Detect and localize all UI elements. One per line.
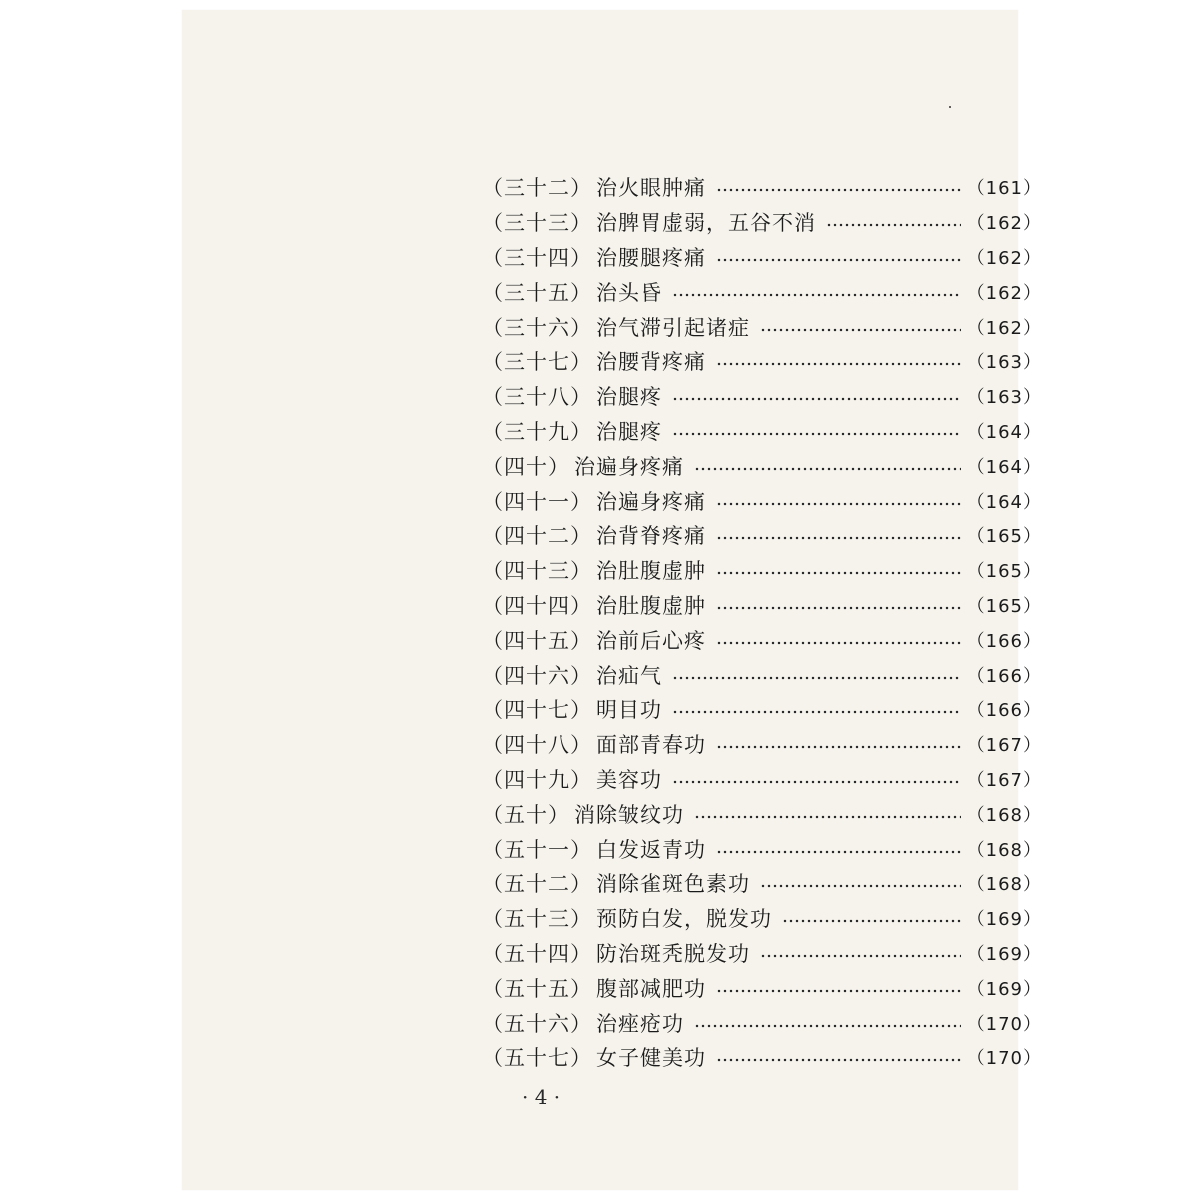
toc-entry-title: 治背脊疼痛 — [596, 524, 706, 549]
toc-entry — [482, 483, 1042, 518]
toc-entry — [482, 970, 1042, 1005]
toc-entry-title: 治痤疮功 — [596, 1011, 684, 1036]
dot-leader — [672, 676, 961, 680]
toc-entry — [482, 414, 1042, 449]
dot-leader — [826, 223, 961, 227]
toc-entry-title: 治腰腿疼痛 — [596, 245, 706, 270]
toc-entry-number: （四十六） — [482, 663, 592, 688]
toc-entry-title: 治遍身疼痛 — [596, 489, 706, 514]
toc-entry — [482, 518, 1042, 553]
toc-entry-number: （三十三） — [482, 211, 592, 236]
toc-entry — [482, 1040, 1042, 1075]
toc-entry-page: （163） — [966, 387, 1042, 409]
table-of-contents — [482, 170, 1042, 1075]
toc-entry-page: （164） — [966, 491, 1042, 513]
toc-entry-page: （162） — [966, 247, 1042, 269]
dot-leader — [716, 1058, 961, 1062]
toc-entry-title: 治气滞引起诸症 — [596, 315, 750, 340]
toc-entry-number: （三十八） — [482, 385, 592, 410]
toc-entry-number: （三十五） — [482, 280, 592, 305]
dot-leader — [716, 641, 961, 645]
toc-entry — [482, 588, 1042, 623]
toc-entry-page: （165） — [966, 561, 1042, 583]
dot-leader — [672, 432, 961, 436]
toc-entry — [482, 379, 1042, 414]
dot-leader — [694, 467, 961, 471]
toc-entry-page: （167） — [966, 735, 1042, 757]
toc-entry-title: 预防白发，脱发功 — [596, 907, 772, 932]
toc-entry-title: 治头昏 — [596, 280, 662, 305]
toc-entry-number: （五十） — [482, 802, 570, 827]
toc-entry-page: （166） — [966, 665, 1042, 687]
toc-entry-title: 腹部减肥功 — [596, 976, 706, 1001]
toc-entry — [482, 727, 1042, 762]
toc-entry-title: 治腰背疼痛 — [596, 350, 706, 375]
dot-leader — [782, 919, 961, 923]
toc-entry-page: （170） — [966, 1013, 1042, 1035]
toc-entry-page: （169） — [966, 943, 1042, 965]
toc-entry-page: （168） — [966, 874, 1042, 896]
toc-entry-title: 治腿疼 — [596, 419, 662, 444]
toc-entry-number: （五十七） — [482, 1046, 592, 1071]
toc-entry-title: 防治斑秃脱发功 — [596, 941, 750, 966]
toc-entry-page: （168） — [966, 839, 1042, 861]
toc-entry — [482, 553, 1042, 588]
dot-leader — [716, 989, 961, 993]
toc-entry — [482, 901, 1042, 936]
dot-leader — [716, 502, 961, 506]
toc-entry-page: （162） — [966, 213, 1042, 235]
toc-entry-number: （五十五） — [482, 976, 592, 1001]
dot-leader — [672, 780, 961, 784]
toc-entry-number: （三十六） — [482, 315, 592, 340]
toc-entry — [482, 692, 1042, 727]
toc-entry-page: （166） — [966, 630, 1042, 652]
toc-entry-page: （169） — [966, 909, 1042, 931]
toc-entry-number: （三十九） — [482, 419, 592, 444]
dot-leader — [672, 397, 961, 401]
toc-entry-title: 治遍身疼痛 — [574, 454, 684, 479]
toc-entry-title: 女子健美功 — [596, 1046, 706, 1071]
toc-entry — [482, 936, 1042, 971]
toc-entry-number: （四十五） — [482, 628, 592, 653]
toc-entry-page: （170） — [966, 1048, 1042, 1070]
toc-entry-title: 治脾胃虚弱，五谷不消 — [596, 211, 816, 236]
toc-entry-title: 美容功 — [596, 767, 662, 792]
dot-leader — [716, 850, 961, 854]
dot-leader — [716, 258, 961, 262]
book-page — [182, 10, 1042, 1190]
toc-entry-number: （五十四） — [482, 941, 592, 966]
toc-entry — [482, 1005, 1042, 1040]
toc-entry — [482, 657, 1042, 692]
toc-entry — [482, 344, 1042, 379]
toc-entry-number: （五十二） — [482, 872, 592, 897]
toc-entry — [482, 866, 1042, 901]
toc-entry — [482, 796, 1042, 831]
toc-entry-page: （164） — [966, 421, 1042, 443]
toc-entry-title: 治疝气 — [596, 663, 662, 688]
toc-entry-title: 治火眼肿痛 — [596, 176, 706, 201]
toc-entry-title: 治肚腹虚肿 — [596, 593, 706, 618]
toc-entry-title: 治腿疼 — [596, 385, 662, 410]
toc-entry-number: （四十九） — [482, 767, 592, 792]
dot-leader — [760, 884, 961, 888]
toc-entry-page: （162） — [966, 282, 1042, 304]
toc-entry-title: 明目功 — [596, 698, 662, 723]
toc-entry-number: （三十二） — [482, 176, 592, 201]
toc-entry-page: （161） — [966, 178, 1042, 200]
toc-entry — [482, 240, 1042, 275]
toc-entry-page: （164） — [966, 456, 1042, 478]
dot-leader — [716, 188, 961, 192]
toc-entry — [482, 205, 1042, 240]
toc-entry — [482, 274, 1042, 309]
toc-entry-title: 白发返青功 — [596, 837, 706, 862]
toc-entry — [482, 170, 1042, 205]
toc-entry-number: （五十六） — [482, 1011, 592, 1036]
page-speck — [949, 106, 951, 108]
page-folio: · 4 · — [522, 1085, 561, 1109]
toc-entry — [482, 762, 1042, 797]
toc-entry-page: （165） — [966, 526, 1042, 548]
toc-entry-title: 消除皱纹功 — [574, 802, 684, 827]
toc-entry-page: （169） — [966, 978, 1042, 1000]
toc-entry-number: （五十一） — [482, 837, 592, 862]
toc-entry-number: （三十七） — [482, 350, 592, 375]
toc-entry-number: （四十二） — [482, 524, 592, 549]
toc-entry-number: （四十） — [482, 454, 570, 479]
dot-leader — [760, 954, 961, 958]
toc-entry-number: （四十一） — [482, 489, 592, 514]
toc-entry-title: 治前后心疼 — [596, 628, 706, 653]
toc-entry-number: （三十四） — [482, 245, 592, 270]
dot-leader — [716, 745, 961, 749]
toc-entry — [482, 831, 1042, 866]
toc-entry-number: （五十三） — [482, 907, 592, 932]
toc-entry-title: 面部青春功 — [596, 733, 706, 758]
dot-leader — [716, 571, 961, 575]
dot-leader — [672, 710, 961, 714]
toc-entry-page: （167） — [966, 769, 1042, 791]
toc-entry-page: （166） — [966, 700, 1042, 722]
toc-entry — [482, 309, 1042, 344]
toc-entry-page: （163） — [966, 352, 1042, 374]
dot-leader — [694, 1024, 961, 1028]
toc-entry-number: （四十八） — [482, 733, 592, 758]
toc-entry-page: （168） — [966, 804, 1042, 826]
dot-leader — [716, 606, 961, 610]
dot-leader — [716, 362, 961, 366]
dot-leader — [760, 328, 961, 332]
toc-entry-title: 消除雀斑色素功 — [596, 872, 750, 897]
toc-entry — [482, 448, 1042, 483]
toc-entry-number: （四十七） — [482, 698, 592, 723]
toc-entry-title: 治肚腹虚肿 — [596, 559, 706, 584]
dot-leader — [716, 536, 961, 540]
toc-entry-page: （162） — [966, 317, 1042, 339]
dot-leader — [694, 815, 961, 819]
toc-entry-page: （165） — [966, 595, 1042, 617]
toc-entry — [482, 622, 1042, 657]
toc-entry-number: （四十四） — [482, 593, 592, 618]
toc-entry-number: （四十三） — [482, 559, 592, 584]
dot-leader — [672, 293, 961, 297]
